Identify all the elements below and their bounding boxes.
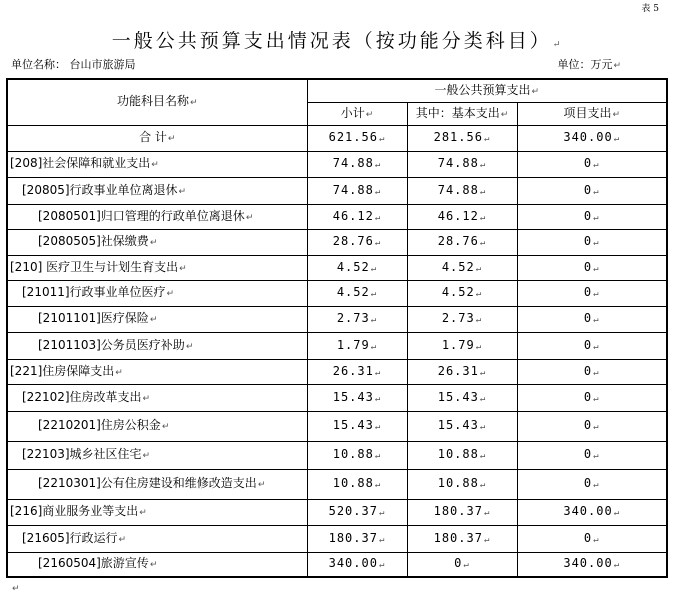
table-row bbox=[7, 332, 667, 359]
subtotal-cell: 74.88↵ bbox=[307, 151, 407, 177]
table-row bbox=[7, 384, 667, 411]
basic-cell: 2.73↵ bbox=[407, 306, 517, 332]
amount-unit bbox=[557, 56, 621, 72]
subject-cell: [210] 医疗卫生与计划生育支出↵ bbox=[7, 255, 307, 280]
basic-cell: 46.12↵ bbox=[407, 204, 517, 229]
subject-cell: [2080501]归口管理的行政单位离退休↵ bbox=[7, 204, 307, 229]
paragraph-mark-icon: ↵ bbox=[593, 451, 600, 461]
paragraph-mark-icon: ↵ bbox=[463, 560, 470, 571]
paragraph-mark-icon: ↵ bbox=[483, 508, 491, 518]
basic-cell: 4.52↵ bbox=[407, 280, 517, 306]
project-cell: 0↵ bbox=[517, 469, 667, 499]
paragraph-mark-icon: ↵ bbox=[479, 422, 487, 432]
subject-cell: [21011]行政事业单位医疗↵ bbox=[7, 280, 307, 306]
paragraph-mark-icon: ↵ bbox=[374, 186, 382, 197]
subject-cell: [22102]住房改革支出↵ bbox=[7, 384, 307, 411]
paragraph-mark-icon: ↵ bbox=[142, 451, 151, 461]
paragraph-mark-icon: ↵ bbox=[12, 584, 20, 594]
table-row bbox=[7, 177, 667, 204]
table-row bbox=[7, 441, 667, 469]
paragraph-mark-icon: ↵ bbox=[593, 186, 600, 197]
paragraph-mark-icon: ↵ bbox=[374, 160, 382, 170]
paragraph-mark-icon: ↵ bbox=[149, 560, 158, 571]
project-cell: 0↵ bbox=[517, 359, 667, 384]
paragraph-mark-icon: ↵ bbox=[613, 61, 621, 71]
basic-cell: 15.43↵ bbox=[407, 384, 517, 411]
basic-cell: 4.52↵ bbox=[407, 255, 517, 280]
subtotal-cell: 46.12↵ bbox=[307, 204, 407, 229]
project-cell: 0↵ bbox=[517, 255, 667, 280]
paragraph-mark-icon: ↵ bbox=[593, 289, 600, 299]
subtotal-cell: 10.88↵ bbox=[307, 469, 407, 499]
paragraph-mark-icon: ↵ bbox=[151, 160, 159, 170]
project-cell: 0↵ bbox=[517, 229, 667, 255]
total-row bbox=[7, 125, 667, 151]
paragraph-mark-icon: ↵ bbox=[475, 341, 483, 352]
paragraph-mark-icon: ↵ bbox=[378, 534, 386, 545]
subtotal-cell: 4.52↵ bbox=[307, 280, 407, 306]
subtotal-cell: 621.56↵ bbox=[307, 125, 407, 151]
paragraph-mark-icon: ↵ bbox=[149, 315, 158, 325]
subtotal-cell: 10.88↵ bbox=[307, 441, 407, 469]
subtotal-cell: 28.76↵ bbox=[307, 229, 407, 255]
paragraph-mark-icon: ↵ bbox=[613, 560, 621, 571]
subtotal-cell: 4.52↵ bbox=[307, 255, 407, 280]
header-basic: 其中：基本支出↵ bbox=[407, 102, 517, 125]
paragraph-mark-icon: ↵ bbox=[593, 315, 600, 325]
paragraph-mark-icon: ↵ bbox=[593, 534, 600, 545]
project-cell: 0↵ bbox=[517, 306, 667, 332]
project-cell: 0↵ bbox=[517, 441, 667, 469]
table-row bbox=[7, 306, 667, 332]
basic-cell: 74.88↵ bbox=[407, 151, 517, 177]
paragraph-mark-icon: ↵ bbox=[374, 238, 382, 248]
table-row bbox=[7, 469, 667, 499]
header-row-1 bbox=[7, 79, 667, 102]
paragraph-mark-icon: ↵ bbox=[378, 508, 386, 518]
subject-cell: [2160504]旅游宣传↵ bbox=[7, 552, 307, 577]
basic-cell: 10.88↵ bbox=[407, 441, 517, 469]
paragraph-mark-icon: ↵ bbox=[115, 367, 123, 378]
expenditure-table bbox=[6, 78, 668, 578]
paragraph-mark-icon: ↵ bbox=[185, 341, 194, 352]
subtotal-cell: 15.43↵ bbox=[307, 411, 407, 441]
paragraph-mark-icon: ↵ bbox=[593, 367, 600, 378]
paragraph-mark-icon: ↵ bbox=[593, 393, 600, 404]
paragraph-mark-icon: ↵ bbox=[370, 263, 378, 274]
paragraph-mark-icon: ↵ bbox=[118, 534, 127, 545]
basic-cell: 15.43↵ bbox=[407, 411, 517, 441]
subtotal-cell: 340.00↵ bbox=[307, 552, 407, 577]
subtotal-cell: 1.79↵ bbox=[307, 332, 407, 359]
paragraph-mark-icon: ↵ bbox=[593, 238, 600, 248]
paragraph-mark-icon: ↵ bbox=[475, 315, 483, 325]
paragraph-mark-icon: ↵ bbox=[613, 508, 621, 518]
subtotal-cell: 74.88↵ bbox=[307, 177, 407, 204]
table-row bbox=[7, 359, 667, 384]
paragraph-mark-icon: ↵ bbox=[370, 315, 378, 325]
paragraph-mark-icon: ↵ bbox=[178, 186, 187, 197]
subtotal-cell: 15.43↵ bbox=[307, 384, 407, 411]
basic-cell: 74.88↵ bbox=[407, 177, 517, 204]
subject-cell: [2101103]公务员医疗补助↵ bbox=[7, 332, 307, 359]
paragraph-mark-icon: ↵ bbox=[139, 508, 147, 518]
unit-name-value: 台山市旅游局 bbox=[69, 58, 136, 71]
header-budget-group: 一般公共预算支出↵ bbox=[307, 79, 667, 102]
basic-cell: 180.37↵ bbox=[407, 525, 517, 552]
paragraph-mark-icon: ↵ bbox=[378, 134, 386, 144]
paragraph-mark-icon: ↵ bbox=[593, 480, 600, 490]
table-row bbox=[7, 552, 667, 577]
subject-cell: [2210201]住房公积金↵ bbox=[7, 411, 307, 441]
project-cell: 0↵ bbox=[517, 151, 667, 177]
paragraph-mark-icon: ↵ bbox=[475, 263, 483, 274]
table-row bbox=[7, 229, 667, 255]
paragraph-mark-icon: ↵ bbox=[613, 134, 621, 144]
paragraph-mark-icon: ↵ bbox=[374, 422, 382, 432]
paragraph-mark-icon: ↵ bbox=[142, 393, 151, 404]
paragraph-mark-icon: ↵ bbox=[479, 451, 487, 461]
page-title bbox=[0, 26, 675, 53]
subject-cell: [22103]城乡社区住宅↵ bbox=[7, 441, 307, 469]
paragraph-mark-icon: ↵ bbox=[479, 212, 487, 223]
paragraph-mark-icon: ↵ bbox=[475, 289, 483, 299]
paragraph-mark-icon: ↵ bbox=[479, 160, 487, 170]
paragraph-mark-icon: ↵ bbox=[552, 40, 564, 50]
table-row bbox=[7, 499, 667, 525]
paragraph-mark-icon: ↵ bbox=[370, 289, 378, 299]
basic-cell: 0↵ bbox=[407, 552, 517, 577]
paragraph-mark-icon: ↵ bbox=[593, 212, 600, 223]
paragraph-mark-icon: ↵ bbox=[378, 560, 386, 571]
paragraph-mark-icon: ↵ bbox=[257, 480, 266, 490]
amount-unit-text: 单位：万元 bbox=[557, 58, 613, 71]
subject-cell: [216]商业服务业等支出↵ bbox=[7, 499, 307, 525]
paragraph-mark-icon: ↵ bbox=[167, 134, 176, 144]
project-cell: 0↵ bbox=[517, 384, 667, 411]
header-project: 项目支出↵ bbox=[517, 102, 667, 125]
basic-cell: 28.76↵ bbox=[407, 229, 517, 255]
table-row bbox=[7, 151, 667, 177]
paragraph-mark-icon: ↵ bbox=[483, 534, 491, 545]
project-cell: 0↵ bbox=[517, 177, 667, 204]
subtotal-cell: 26.31↵ bbox=[307, 359, 407, 384]
table-row bbox=[7, 280, 667, 306]
paragraph-mark-icon: ↵ bbox=[374, 480, 382, 490]
paragraph-mark-icon: ↵ bbox=[166, 289, 175, 299]
paragraph-mark-icon: ↵ bbox=[245, 212, 254, 223]
subject-cell: 合 计↵ bbox=[7, 125, 307, 151]
paragraph-mark-icon: ↵ bbox=[593, 422, 600, 432]
basic-cell: 10.88↵ bbox=[407, 469, 517, 499]
subtotal-cell: 180.37↵ bbox=[307, 525, 407, 552]
subject-cell: [2210301]公有住房建设和维修改造支出↵ bbox=[7, 469, 307, 499]
table-row bbox=[7, 525, 667, 552]
paragraph-mark-icon: ↵ bbox=[483, 134, 491, 144]
table-row bbox=[7, 411, 667, 441]
paragraph-mark-icon: ↵ bbox=[479, 186, 487, 197]
project-cell: 0↵ bbox=[517, 525, 667, 552]
paragraph-mark-icon: ↵ bbox=[479, 480, 487, 490]
subtotal-cell: 2.73↵ bbox=[307, 306, 407, 332]
paragraph-mark-icon: ↵ bbox=[161, 422, 170, 432]
subject-cell: [2101101]医疗保险↵ bbox=[7, 306, 307, 332]
subject-cell: [20805]行政事业单位离退休↵ bbox=[7, 177, 307, 204]
project-cell: 0↵ bbox=[517, 204, 667, 229]
paragraph-mark-icon: ↵ bbox=[370, 341, 378, 352]
title-text: 一般公共预算支出情况表（按功能分类科目） bbox=[111, 30, 552, 52]
project-cell: 340.00↵ bbox=[517, 125, 667, 151]
paragraph-mark-icon: ↵ bbox=[374, 451, 382, 461]
table-row bbox=[7, 255, 667, 280]
subject-cell: [2080505]社保缴费↵ bbox=[7, 229, 307, 255]
project-cell: 0↵ bbox=[517, 411, 667, 441]
paragraph-mark-icon: ↵ bbox=[479, 238, 487, 248]
paragraph-mark-icon: ↵ bbox=[374, 212, 382, 223]
basic-cell: 26.31↵ bbox=[407, 359, 517, 384]
project-cell: 0↵ bbox=[517, 332, 667, 359]
paragraph-mark-icon: ↵ bbox=[479, 367, 487, 378]
paragraph-mark-icon: ↵ bbox=[593, 263, 600, 274]
basic-cell: 1.79↵ bbox=[407, 332, 517, 359]
subtotal-cell: 520.37↵ bbox=[307, 499, 407, 525]
header-subtotal: 小计↵ bbox=[307, 102, 407, 125]
table-row bbox=[7, 204, 667, 229]
table-number: 表 5 bbox=[641, 4, 659, 14]
unit-name-line bbox=[11, 56, 136, 72]
subject-cell: [221]住房保障支出↵ bbox=[7, 359, 307, 384]
paragraph-mark-icon: ↵ bbox=[179, 263, 187, 274]
basic-cell: 180.37↵ bbox=[407, 499, 517, 525]
subject-cell: [21605]行政运行↵ bbox=[7, 525, 307, 552]
subject-cell: [208]社会保障和就业支出↵ bbox=[7, 151, 307, 177]
paragraph-mark-icon: ↵ bbox=[374, 393, 382, 404]
paragraph-mark-icon: ↵ bbox=[479, 393, 487, 404]
paragraph-mark-icon: ↵ bbox=[593, 160, 600, 170]
paragraph-mark-icon: ↵ bbox=[374, 367, 382, 378]
basic-cell: 281.56↵ bbox=[407, 125, 517, 151]
header-subject-name: 功能科目名称↵ bbox=[7, 79, 307, 125]
project-cell: 340.00↵ bbox=[517, 499, 667, 525]
project-cell: 0↵ bbox=[517, 280, 667, 306]
paragraph-mark-icon: ↵ bbox=[593, 341, 600, 352]
project-cell: 340.00↵ bbox=[517, 552, 667, 577]
paragraph-mark-icon: ↵ bbox=[149, 238, 158, 248]
unit-name-label: 单位名称： bbox=[11, 58, 66, 71]
